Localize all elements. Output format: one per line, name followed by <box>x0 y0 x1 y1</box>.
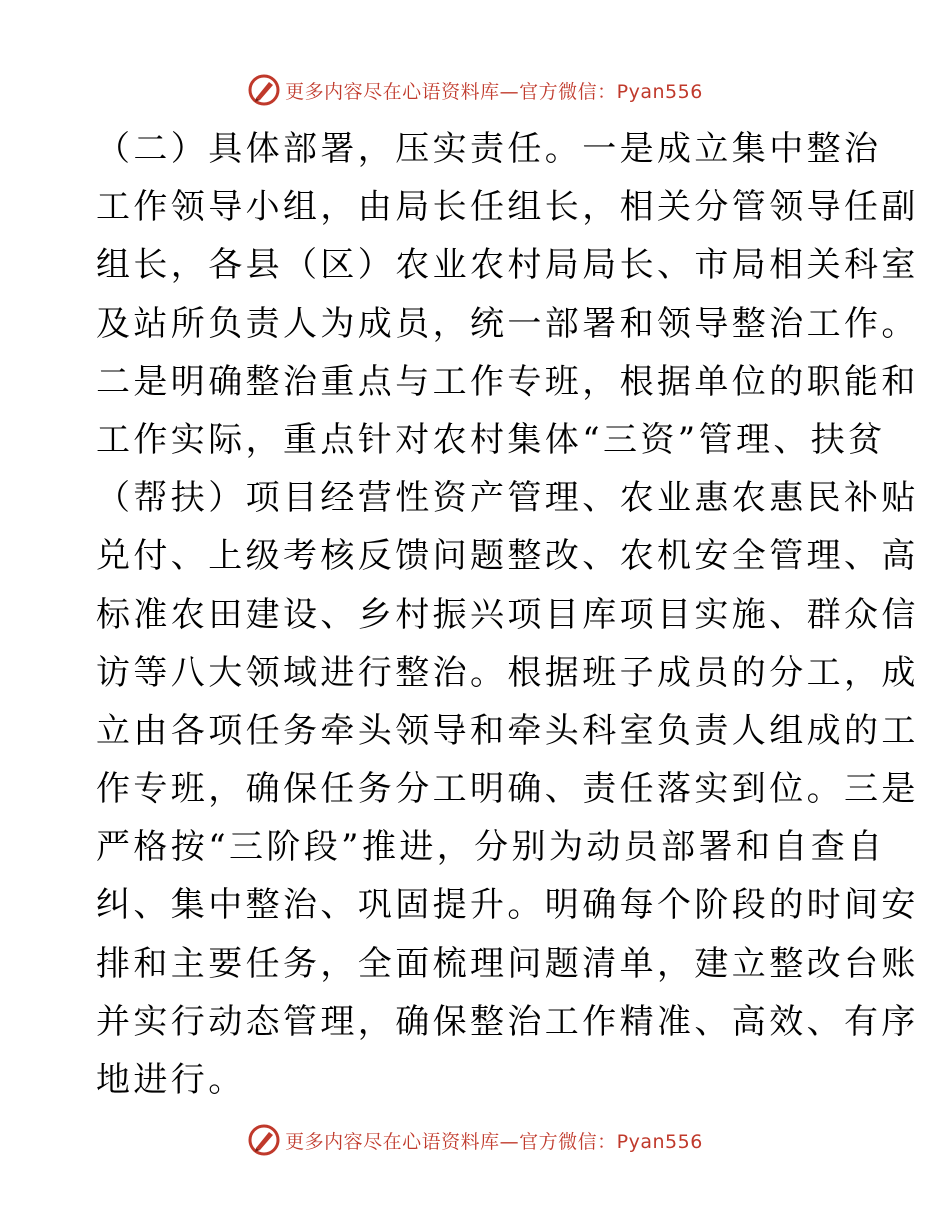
pen-logo-icon <box>247 1123 281 1157</box>
body-line: 及站所负责人为成员，统一部署和领导整治工作。 <box>96 303 919 344</box>
body-line: 组长，各县（区）农业农村局局长、市局相关科室 <box>96 245 919 286</box>
body-line: 访等八大领域进行整治。根据班子成员的分工，成 <box>96 652 919 693</box>
body-line: 严格按“三阶段”推进，分别为动员部署和自查自 <box>96 827 886 868</box>
footer-banner <box>0 1120 950 1160</box>
body-line-last: 地进行。 <box>96 1060 246 1100</box>
body-line: 兑付、上级考核反馈问题整改、农机安全管理、高 <box>96 536 919 577</box>
header-banner <box>0 70 950 110</box>
body-line: 纠、集中整治、巩固提升。明确每个阶段的时间安 <box>96 885 919 926</box>
body-line: 立由各项任务牵头领导和牵头科室负责人组成的工 <box>96 710 919 751</box>
body-line: 工作实际，重点针对农村集体“三资”管理、扶贫 <box>96 419 886 460</box>
body-line: 标准农田建设、乡村振兴项目库项目实施、群众信 <box>96 594 919 635</box>
body-line: 二是明确整治重点与工作专班，根据单位的职能和 <box>96 361 919 402</box>
body-line: 作专班，确保任务分工明确、责任落实到位。三是 <box>96 769 919 810</box>
body-line: 排和主要任务，全面梳理问题清单，建立整改台账 <box>96 943 919 984</box>
header-banner-text: 更多内容尽在心语资料库—官方微信：Pyan556 <box>285 80 703 103</box>
body-line: （帮扶）项目经营性资产管理、农业惠农惠民补贴 <box>96 478 919 519</box>
body-line: 并实行动态管理，确保整治工作精准、高效、有序 <box>96 1001 919 1042</box>
pen-logo-icon <box>247 73 281 107</box>
body-line: （二）具体部署，压实责任。一是成立集中整治 <box>96 129 882 169</box>
document-body <box>96 120 919 1109</box>
footer-banner-text: 更多内容尽在心语资料库—官方微信：Pyan556 <box>285 1130 703 1153</box>
body-line: 工作领导小组，由局长任组长，相关分管领导任副 <box>96 187 919 228</box>
